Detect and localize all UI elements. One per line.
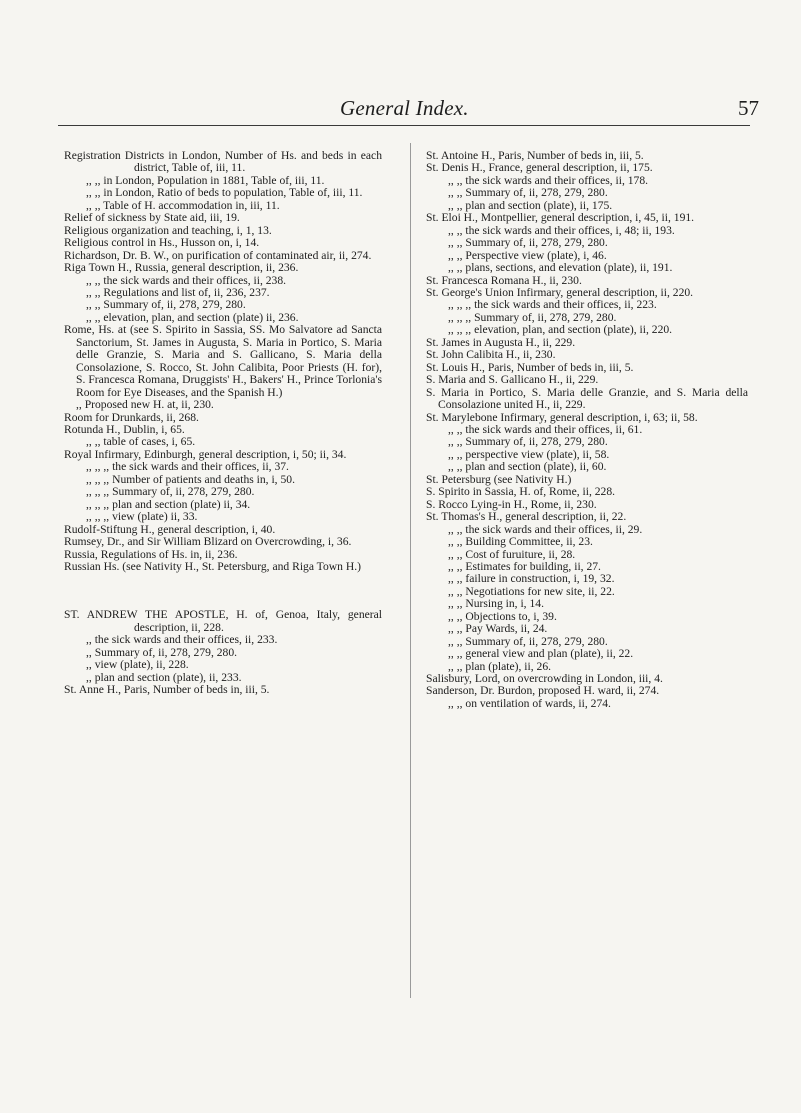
index-entry: ,, ,, on ventilation of wards, ii, 274. (448, 696, 611, 710)
index-entry: ,, ,, Summary of, ii, 278, 279, 280. (86, 298, 246, 312)
index-column-left (64, 150, 382, 697)
index-entry: St. Francesca Romana H., ii, 230. (426, 273, 582, 287)
index-entry: ,, Proposed new H. at, ii, 230. (76, 398, 214, 412)
index-entry: Salisbury, Lord, on overcrowding in London, iii, 4. (426, 672, 663, 686)
index-entry: Riga Town H., Russia, general description, ii, 236. (64, 261, 299, 275)
index-entry: ,, ,, Summary of, ii, 278, 279, 280. (448, 236, 608, 250)
index-entry: ,, ,, plans, sections, and elevation (plate), ii, 191. (448, 261, 673, 275)
index-entry: ,, ,, ,, the sick wards and their offices, ii, 223. (448, 298, 657, 312)
index-entry: St. Petersburg (see Nativity H.) (426, 472, 572, 486)
index-entry: ,, ,, the sick wards and their offices, ii, 178. (448, 173, 649, 187)
index-entry: ,, ,, table of cases, i, 65. (86, 435, 196, 449)
index-entry: ,, ,, Regulations and list of, ii, 236, 237. (86, 285, 270, 299)
index-entry: ,, ,, Building Committee, ii, 23. (448, 535, 593, 549)
index-entry: ST. ANDREW THE APOSTLE, H. of, Genoa, Italy, general description, ii, 228. (64, 608, 382, 634)
running-title: General Index. (340, 96, 469, 120)
index-entry: S. Maria and S. Gallicano H., ii, 229. (426, 373, 599, 387)
index-entry: Rome, Hs. at (see S. Spirito in Sassia, SS. Mo Salvatore ad Sancta Sanctorium, St. James in Augusta, S. Maria in Portico, S. Maria delle Granzie, S. Maria and S. Gallicano, S. Maria della Consolazione, S. Rocco, St. John Calibita, Poor Priests (H. for), S. Francesca Romana, Druggists' H., Bakers' H., Prince Torlonia's Room for Eye Diseases, and the Spanish H.) (64, 323, 382, 399)
page-number: 57 (738, 96, 759, 120)
index-entry: ,, ,, elevation, plan, and section (plate) ii, 236. (86, 310, 299, 324)
index-entry: Rotunda H., Dublin, i, 65. (64, 422, 185, 436)
index-entry: St. Denis H., France, general description, ii, 175. (426, 161, 653, 175)
index-entry: ,, ,, general view and plan (plate), ii, 22. (448, 647, 634, 661)
index-entry: ,, ,, Negotiations for new site, ii, 22. (448, 584, 615, 598)
index-entry: ,, Summary of, ii, 278, 279, 280. (86, 645, 238, 659)
index-entry: ,, ,, Summary of, ii, 278, 279, 280. (448, 634, 608, 648)
index-entry: Richardson, Dr. B. W., on purification of contaminated air, ii, 274. (64, 248, 372, 262)
index-entry: St. Antoine H., Paris, Number of beds in, iii, 5. (426, 149, 644, 162)
index-entry: St. Anne H., Paris, Number of beds in, iii, 5. (64, 683, 270, 697)
index-entry: ,, ,, perspective view (plate), ii, 58. (448, 447, 610, 461)
index-entry: ,, ,, ,, plan and section (plate) ii, 34. (86, 497, 251, 511)
index-entry: ,, ,, ,, the sick wards and their offices, ii, 37. (86, 460, 289, 474)
index-entry: Russian Hs. (see Nativity H., St. Petersburg, and Riga Town H.) (64, 559, 361, 573)
index-entry: ,, ,, Summary of, ii, 278, 279, 280. (448, 186, 608, 200)
index-entry: ,, ,, Pay Wards, ii, 24. (448, 622, 548, 636)
index-entry: Rudolf-Stiftung H., general description, i, 40. (64, 522, 276, 536)
index-entry: ,, plan and section (plate), ii, 233. (86, 670, 242, 684)
index-entry: Religious control in Hs., Husson on, i, 14. (64, 236, 260, 250)
column-divider (410, 143, 411, 998)
section-gap (64, 573, 382, 609)
index-entry: Rumsey, Dr., and Sir William Blizard on Overcrowding, i, 36. (64, 535, 352, 549)
index-entry: Religious organization and teaching, i, 1, 13. (64, 223, 272, 237)
index-entry: ,, ,, the sick wards and their offices, ii, 61. (448, 422, 643, 436)
index-entry: ,, ,, ,, view (plate) ii, 33. (86, 510, 198, 524)
index-entry: ,, ,, the sick wards and their offices, ii, 238. (86, 273, 287, 287)
index-entry: St. Louis H., Paris, Number of beds in, iii, 5. (426, 360, 634, 374)
index-entry: ,, ,, in London, Ratio of beds to population, Table of, iii, 11. (86, 186, 363, 200)
index-entry: ,, ,, Cost of furuiture, ii, 28. (448, 547, 576, 561)
index-entry: ,, ,, Perspective view (plate), i, 46. (448, 248, 607, 262)
index-entry: ,, the sick wards and their offices, ii, 233. (86, 633, 278, 647)
index-entry: St. Marylebone Infirmary, general description, i, 63; ii, 58. (426, 410, 698, 424)
index-entry: ,, ,, ,, Number of patients and deaths in, i, 50. (86, 472, 295, 486)
index-entry: ,, ,, plan (plate), ii, 26. (448, 659, 552, 673)
index-entry: Royal Infirmary, Edinburgh, general description, i, 50; ii, 34. (64, 447, 347, 461)
index-entry: Relief of sickness by State aid, iii, 19. (64, 211, 240, 225)
index-entry: ,, ,, plan and section (plate), ii, 175. (448, 198, 613, 212)
index-entry: ,, ,, Estimates for building, ii, 27. (448, 559, 601, 573)
index-entry: Registration Districts in London, Number of Hs. and beds in each district, Table of, iii, 11. (64, 149, 382, 175)
index-entry: S. Rocco Lying-in H., Rome, ii, 230. (426, 497, 597, 511)
index-column-right (426, 150, 748, 710)
index-entry: ,, ,, in London, Population in 1881, Table of, iii, 11. (86, 173, 325, 187)
index-entry: ,, ,, ,, Summary of, ii, 278, 279, 280. (448, 310, 617, 324)
index-entry: St. John Calibita H., ii, 230. (426, 348, 556, 362)
index-entry: ,, ,, the sick wards and their offices, ii, 29. (448, 522, 643, 536)
index-entry: S. Maria in Portico, S. Maria delle Granzie, and S. Maria della Consolazione united H., ii, 229. (426, 385, 748, 412)
index-entry: St. Eloi H., Montpellier, general description, i, 45, ii, 191. (426, 211, 695, 225)
index-entry: ,, ,, Objections to, i, 39. (448, 609, 557, 623)
index-entry: ,, ,, ,, elevation, plan, and section (plate), ii, 220. (448, 323, 673, 337)
page-header (0, 0, 801, 126)
index-entry: St. George's Union Infirmary, general description, ii, 220. (426, 285, 694, 299)
index-entry: ,, ,, Table of H. accommodation in, iii, 11. (86, 198, 280, 212)
index-entry: Russia, Regulations of Hs. in, ii, 236. (64, 547, 238, 561)
index-entry: Sanderson, Dr. Burdon, proposed H. ward, ii, 274. (426, 684, 660, 698)
index-entry: ,, ,, the sick wards and their offices, i, 48; ii, 193. (448, 223, 675, 237)
index-entry: St. Thomas's H., general description, ii, 22. (426, 510, 627, 524)
index-entry: Room for Drunkards, ii, 268. (64, 410, 199, 424)
index-entry: S. Spirito in Sassia, H. of, Rome, ii, 228. (426, 485, 616, 499)
index-entry: ,, view (plate), ii, 228. (86, 658, 189, 672)
index-entry: ,, ,, Summary of, ii, 278, 279, 280. (448, 435, 608, 449)
index-entry: ,, ,, Nursing in, i, 14. (448, 597, 544, 611)
header-rule (58, 125, 750, 126)
index-entry: ,, ,, ,, Summary of, ii, 278, 279, 280. (86, 485, 255, 499)
index-entry: ,, ,, failure in construction, i, 19, 32. (448, 572, 615, 586)
index-entry: ,, ,, plan and section (plate), ii, 60. (448, 460, 607, 474)
index-entry: St. James in Augusta H., ii, 229. (426, 335, 576, 349)
